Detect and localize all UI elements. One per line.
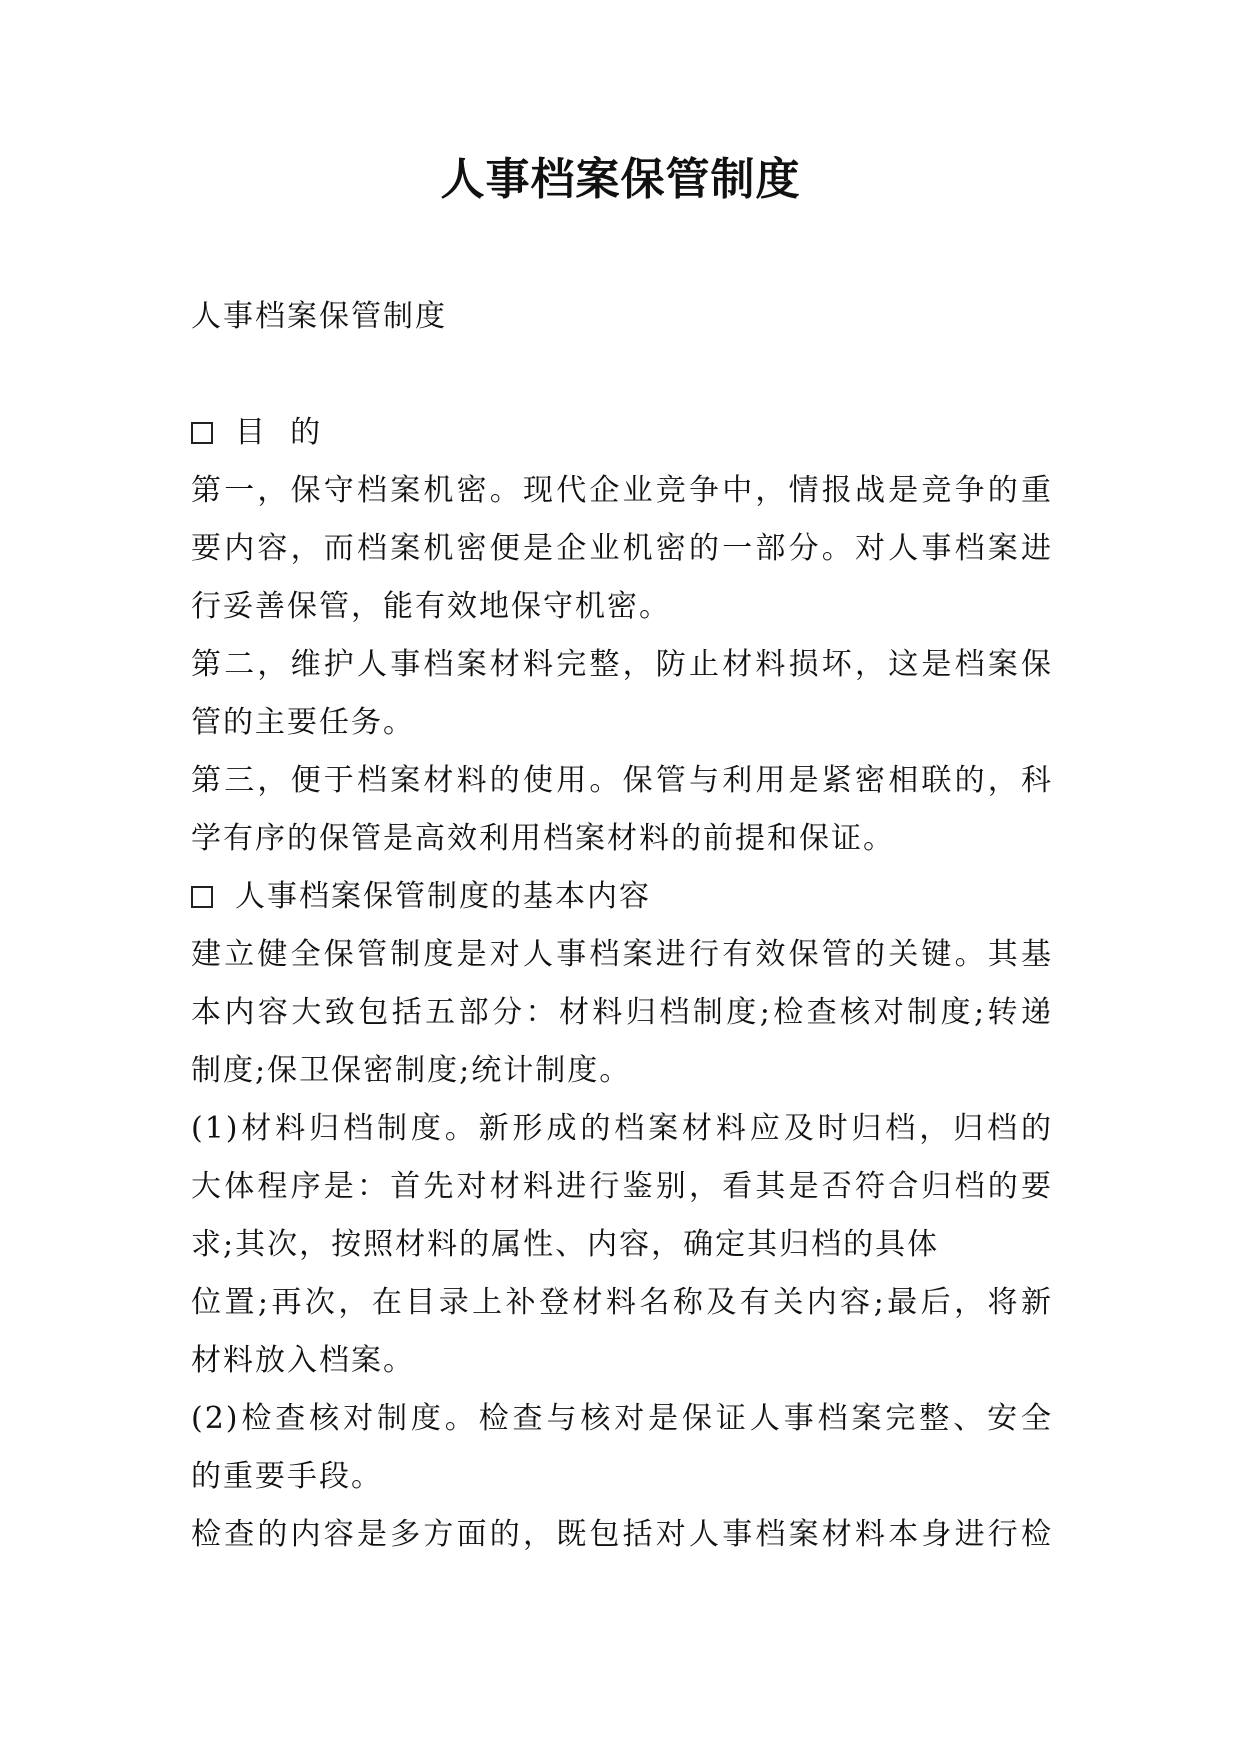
paragraph-line: 建立健全保管制度是对人事档案进行有效保管的关键。其基 (191, 937, 1053, 972)
section-heading-text: 目 的 (235, 415, 323, 450)
paragraph-line: 求;其次，按照材料的属性、内容，确定其归档的具体 (191, 1227, 940, 1262)
paragraph-line: 管的主要任务。 (191, 705, 415, 740)
section-purpose (191, 404, 1053, 868)
paragraph-line: 制度;保卫保密制度;统计制度。 (191, 1053, 632, 1088)
section-heading-text: 人事档案保管制度的基本内容 (235, 879, 651, 914)
section-heading (191, 404, 1053, 462)
section-basic-content (191, 868, 1053, 1564)
document-title: 人事档案保管制度 (440, 154, 801, 205)
checkbox-icon (191, 422, 213, 444)
paragraph-line: (1)材料归档制度。新形成的档案材料应及时归档，归档的 (191, 1111, 1053, 1146)
checkbox-icon (191, 886, 213, 908)
paragraph-line: 位置;再次，在目录上补登材料名称及有关内容;最后，将新 (191, 1285, 1053, 1320)
paragraph-line: 学有序的保管是高效利用档案材料的前提和保证。 (191, 821, 895, 856)
document-body (191, 288, 1053, 1564)
paragraph-line: 大体程序是：首先对材料进行鉴别，看其是否符合归档的要 (191, 1169, 1053, 1204)
paragraph-line: 第三，便于档案材料的使用。保管与利用是紧密相联的，科 (191, 763, 1053, 798)
section-heading (191, 868, 1053, 926)
paragraph-line: 行妥善保管，能有效地保守机密。 (191, 589, 671, 624)
paragraph-line: 检查的内容是多方面的，既包括对人事档案材料本身进行检 (191, 1517, 1053, 1552)
paragraph-line: 材料放入档案。 (191, 1343, 415, 1378)
paragraph-line: 的重要手段。 (191, 1459, 383, 1494)
document-subtitle: 人事档案保管制度 (191, 299, 447, 334)
paragraph-line: (2)检查核对制度。检查与核对是保证人事档案完整、安全 (191, 1401, 1053, 1436)
blank-line (191, 346, 1053, 404)
paragraph-line: 第二，维护人事档案材料完整，防止材料损坏，这是档案保 (191, 647, 1053, 682)
paragraph-line: 要内容，而档案机密便是企业机密的一部分。对人事档案进 (191, 531, 1053, 566)
paragraph-line: 第一，保守档案机密。现代企业竞争中，情报战是竞争的重 (191, 473, 1053, 508)
paragraph-line: 本内容大致包括五部分：材料归档制度;检查核对制度;转递 (191, 995, 1053, 1030)
